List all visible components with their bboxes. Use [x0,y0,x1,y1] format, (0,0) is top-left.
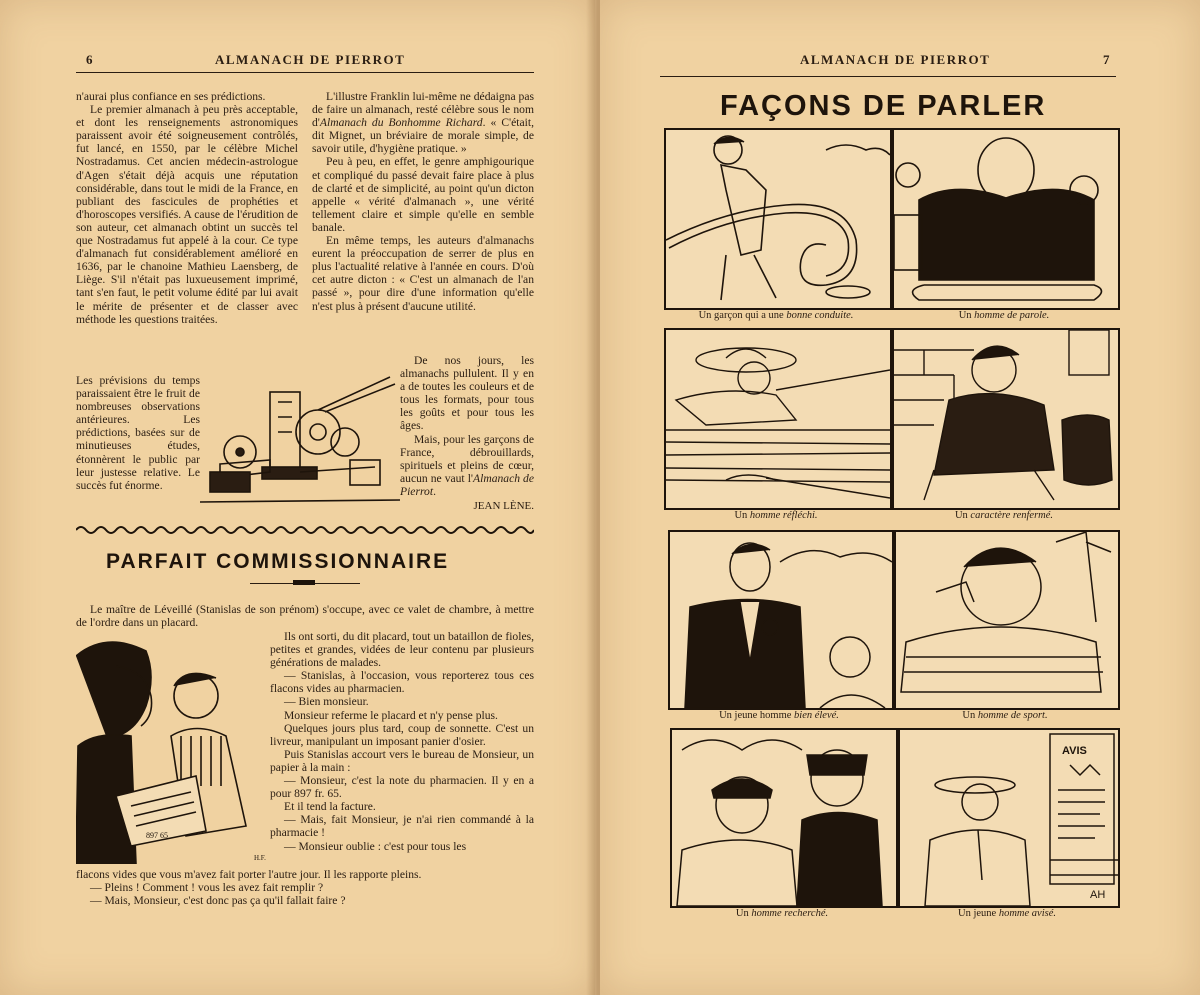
paragraph: — Monsieur, c'est la note du pharmacien. Il y en a pour 897 fr. 65. [270,774,534,801]
text-run: Mais, pour les garçons de France, débrouillards, spirituels et pleins de cœur, aucun ne vaut l' [400,432,534,485]
paragraph: — Mais, fait Monsieur, je n'ai rien commandé à la pharmacie ! [270,813,534,840]
page-title: FAÇONS DE PARLER [720,90,1047,122]
caption-panel-4: Un caractère renfermé. [954,510,1054,521]
italic-title: Almanach du Bonhomme Richard [319,116,483,130]
story-side-column [270,630,534,853]
cartoon-panel-sportsman [894,530,1120,710]
running-head-right: ALMANACH DE PIERROT [800,52,991,67]
title-ornament-center [293,580,315,585]
paragraph: Peu à peu, en effet, le genre amphigourique et compliqué du passé devait faire place à plus de clarté et de simplicité, au point qu'un dicton appelle « vérité d'almanach », une vérité tellement claire et simple qu'elle en semble banale. [312,155,534,234]
caption-panel-2: Un homme de parole. [958,310,1050,321]
cartoon-panel-man-of-his-word [892,128,1120,310]
header-rule [76,72,534,73]
paragraph: En même temps, les auteurs d'almanachs eurent la préoccupation de serrer de plus en plus l'actualité relative à l'année en cours. D'où cet autre dicton : « C'est un almanach de l'an passé », pour dire d'une information qu'elle n'est plus à présent d'aucune utilité. [312,234,534,313]
paragraph: Quelques jours plus tard, coup de sonnette. C'est un livreur, manipulant un imposant panier d'osier. [270,721,534,748]
article-column-2-narrow [400,354,534,513]
left-page [0,0,595,995]
caption-panel-1: Un garçon qui a une bonne conduite. [698,310,854,321]
invoice-amount: 897 65 [146,831,168,840]
paragraph: Et il tend la facture. [284,800,376,814]
paragraph: — Stanislas, à l'occasion, vous reporterez tous ces flacons vides au pharmacien. [270,669,534,696]
artist-signature: AH [1090,889,1106,901]
printing-press-illustration [200,372,400,512]
story-intro [76,603,534,629]
story-ending [76,868,534,907]
text-run: L'illustre Franklin lui-même ne dédaigna pas de faire un almanach, resté célèbre sous le nom d' [312,90,534,130]
page-number-right: 7 [1103,52,1110,67]
wavy-divider [76,524,534,536]
cartoon-panel-withdrawn [892,328,1120,510]
master-and-valet-illustration [76,636,266,864]
right-page [600,0,1200,995]
page-number-left: 6 [86,52,93,67]
paragraph: Le maître de Léveillé (Stanislas de son prénom) s'occupe, avec ce valet de chambre, à mettre de l'ordre dans un placard. [76,603,534,630]
caption-panel-5: Un jeune homme bien élevé. [719,710,839,721]
paragraph: Les prévisions du temps paraissaient être le fruit de nombreuses observations antérieures. Les prédictions, basées sur de minutieuses études, étonnèrent le public par leur justesse relative. Le succès fut énorme. [76,374,200,492]
paragraph: Puis Stanislas accourt vers le bureau de Monsieur, un papier à la main : [270,747,534,774]
cartoon-panel-good-conduct [664,128,892,310]
paragraph: — Pleins ! Comment ! vous les avez fait remplir ? [90,881,324,895]
running-head-left: ALMANACH DE PIERROT [215,52,406,67]
paragraph: — Monsieur oublie : c'est pour tous les [284,839,467,853]
paragraph: — Bien monsieur. [284,695,369,709]
illustrator-signature: H.F. [254,854,266,862]
paragraph: flacons vides que vous m'avez fait porter l'autre jour. Il les rapporte pleins. [76,868,422,881]
paragraph: n'aurai plus confiance en ses prédictions. [76,90,266,103]
italic-title: Almanach de Pierrot [400,471,535,498]
paragraph: Ils ont sorti, du dit placard, tout un bataillon de fioles, petites et grandes, vidées de leur contenu par plusieurs générations de malades. [270,630,534,670]
paragraph: De nos jours, les almanachs pullulent. Il y en a de toutes les couleurs et de tous les formats, pour tous les goûts et pour tous les âges. [400,354,534,433]
author-signature: JEAN LÈNE. [473,500,534,513]
story-title: PARFAIT COMMISSIONNAIRE [106,550,450,573]
paragraph [400,433,534,498]
cartoon-panel-well-bred [668,530,894,710]
poster-text: AVIS [1062,745,1087,757]
caption-panel-7: Un homme recherché. [735,908,829,919]
cartoon-panel-sought-after [670,728,898,908]
caption-panel-8: Un jeune homme avisé. [958,908,1056,919]
caption-panel-3: Un homme réfléchi. [734,510,818,521]
paragraph: — Mais, Monsieur, c'est donc pas ça qu'il fallait faire ? [90,894,346,908]
header-rule [660,76,1116,77]
paragraph: Le premier almanach à peu près acceptable, et dont les renseignements astronomiques paraissent avoir été soigneusement contrôlés, fut lancé, en 1550, par le célèbre Michel Nostradamus. Cet ancien médecin-astrologue d'Agen s'était déjà acquis une réputation considérable, dans tout le midi de la France, en publiant des fascicules de prophéties et d'horoscopes versifiés. A cause de l'érudition de son auteur, cet almanach obtint un succès tel que Nostradamus fut appelé à la cour. Ce type d'almanach fut considérablement amélioré en 1636, par le chanoine Mathieu Laensberg, de Liège. S'il n'était pas luxueusement imprimé, tant s'en faut, le petit volume édité par lui avait le mérite de présenter et de classer avec méthode les questions traitées. [76,103,298,326]
paragraph: Monsieur referme le placard et n'y pense plus. [284,708,498,722]
text-run: . [433,484,436,498]
article-column-1-narrow [76,374,200,492]
cartoon-panel-shrewd [898,728,1120,908]
text-run: . « C'était, dit Mignet, un bréviaire de morale simple, de savoir utile, d'hygiène pratique. » [312,116,534,156]
article-column-1 [76,90,298,326]
article-column-2 [312,90,534,313]
cartoon-panel-reflected [664,328,892,510]
paragraph [312,90,534,155]
caption-panel-6: Un homme de sport. [962,710,1048,721]
